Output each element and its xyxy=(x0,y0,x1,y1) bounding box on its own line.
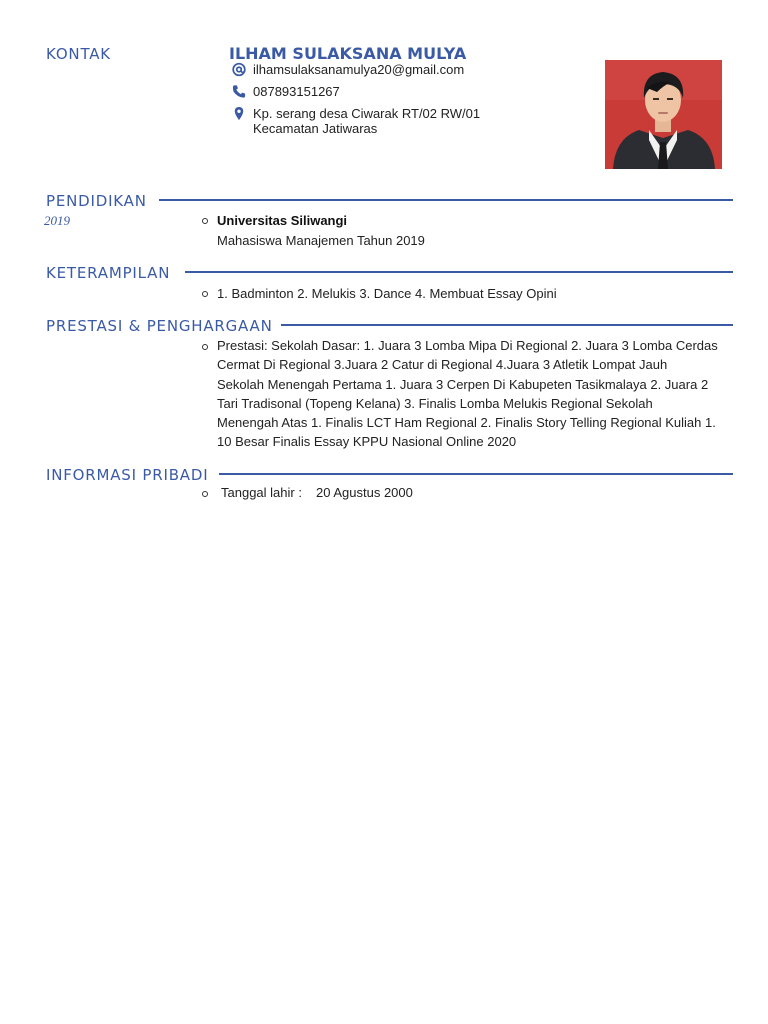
pendidikan-divider xyxy=(159,199,733,201)
phone-icon xyxy=(231,84,247,99)
person-name: ILHAM SULAKSANA MULYA xyxy=(229,44,467,63)
email-row xyxy=(231,62,464,77)
pribadi-heading: INFORMASI PRIBADI xyxy=(46,466,209,484)
email-text: ilhamsulaksanamulya20@gmail.com xyxy=(253,62,465,77)
achievements-line: 10 Besar Finalis Essay KPPU Nasional Online 2020 xyxy=(217,434,517,450)
achievements-block xyxy=(217,336,737,452)
bullet-icon xyxy=(202,344,208,350)
address-row xyxy=(231,106,480,136)
bullet-icon xyxy=(202,491,208,497)
achievements-line: Sekolah Menengah Pertama 1. Juara 3 Cerpen Di Kabupeten Tasikmalaya 2. Juara 2 xyxy=(217,376,709,392)
achievements-line: Prestasi: Sekolah Dasar: 1. Juara 3 Lomba Mipa Di Regional 2. Juara 3 Lomba Cerdas xyxy=(217,338,718,353)
address-block xyxy=(253,106,480,136)
keterampilan-heading: KETERAMPILAN xyxy=(46,264,171,282)
prestasi-heading: PRESTASI & PENGHARGAAN xyxy=(46,317,273,335)
keterampilan-divider xyxy=(185,271,733,273)
location-pin-icon xyxy=(231,106,247,121)
pribadi-divider xyxy=(219,473,733,475)
address-line-1: Kp. serang desa Ciwarak RT/02 RW/01 xyxy=(253,106,481,121)
address-line-2: Kecamatan Jatiwaras xyxy=(253,121,378,136)
achievements-line: Menengah Atas 1. Finalis LCT Ham Regional 2. Finalis Story Telling Regional Kuliah 1. xyxy=(217,415,716,431)
skills-text: 1. Badminton 2. Melukis 3. Dance 4. Membuat Essay Opini xyxy=(217,286,557,301)
achievements-line: Cermat Di Regional 3.Juara 2 Catur di Regional 4.Juara 3 Atletik Lompat Jauh xyxy=(217,357,668,373)
profile-photo xyxy=(605,60,722,169)
achievements-line: Tari Tradisonal (Topeng Kelana) 3. Finalis Lomba Melukis Regional Sekolah xyxy=(217,395,653,411)
education-institution: Universitas Siliwangi xyxy=(217,213,348,228)
education-description: Mahasiswa Manajemen Tahun 2019 xyxy=(217,233,425,248)
birthdate-value: 20 Agustus 2000 xyxy=(316,485,413,500)
portrait-illustration xyxy=(605,60,722,169)
kontak-heading: KONTAK xyxy=(46,45,111,63)
bullet-icon xyxy=(202,218,208,224)
education-year: 2019 xyxy=(44,213,70,228)
pendidikan-heading: PENDIDIKAN xyxy=(46,192,147,210)
phone-text: 087893151267 xyxy=(253,84,340,99)
bullet-icon xyxy=(202,291,208,297)
birthdate-label: Tanggal lahir : xyxy=(221,485,302,500)
phone-row xyxy=(231,84,340,99)
at-icon xyxy=(231,62,247,77)
prestasi-divider xyxy=(281,324,733,326)
